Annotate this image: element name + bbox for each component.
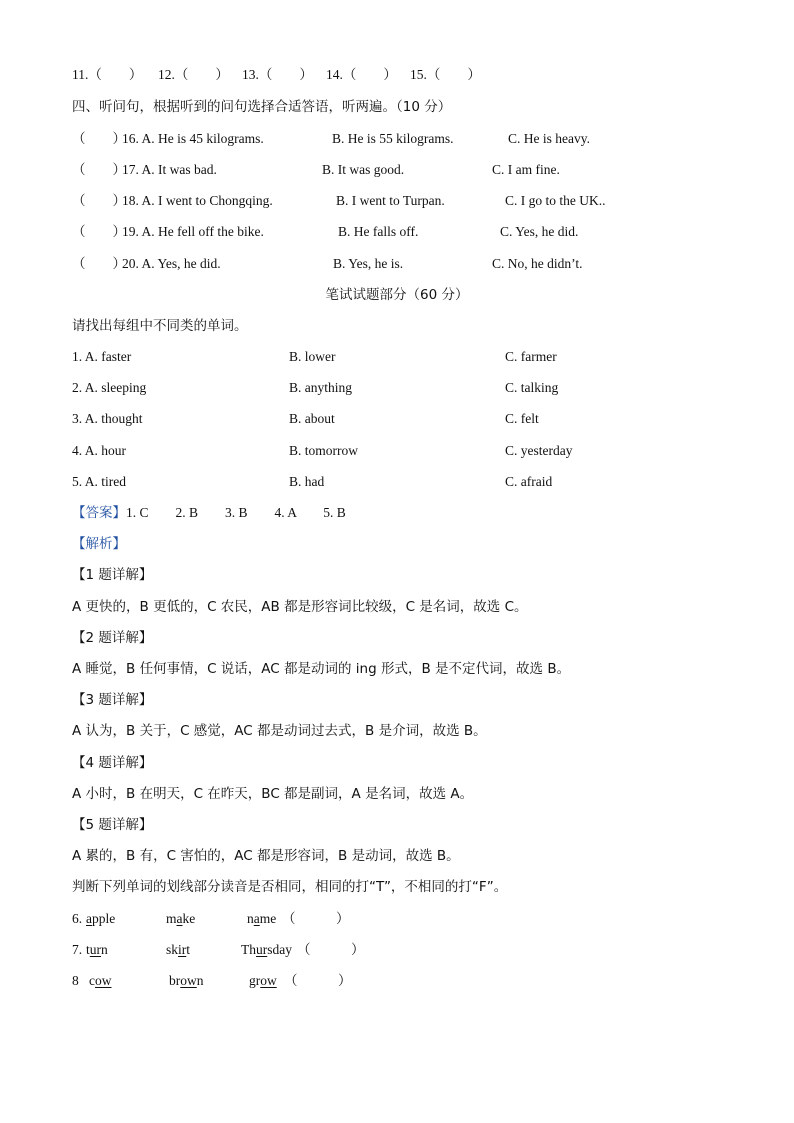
option-c: C. I am fine. [492,162,560,177]
answer-line [72,504,346,522]
answer-blank[interactable]: （ ） [72,193,126,209]
underlined-part: ur [89,942,102,957]
answer-slot [158,66,229,84]
option-c: C. He is heavy. [508,131,590,146]
detail-title: 【3 题详解】 [72,692,153,708]
question-number: 13. [242,67,259,82]
answer-slot [326,66,397,84]
option-a: 1. A. faster [72,349,132,364]
word-part: m [166,911,177,926]
detail-text: A 睡觉，B 任何事情，C 说话，AC 都是动词的 ing 形式，B 是不定代词，故选 B。 [72,661,571,677]
answer-blank[interactable]: （ ） [72,224,126,240]
word-part: br [169,973,181,988]
answer-blank[interactable]: （ ） [174,67,229,83]
question-number: 8 [72,973,79,988]
option-c: C. Yes, he did. [500,224,579,239]
word-1 [86,910,115,928]
word-1 [89,972,112,990]
option-c: C. No, he didn’t. [492,256,583,271]
detail-title: 【4 题详解】 [72,755,153,771]
section-title: 笔试试题部分（60 分） [325,287,469,303]
option-b: B. had [289,474,325,489]
underlined-part: ir [178,942,187,957]
option-a: 3. A. thought [72,411,143,426]
word-3 [241,941,292,959]
option-b: B. He falls off. [338,224,419,239]
option-a: 19. A. He fell off the bike. [122,224,264,239]
question-number: 6. [72,911,83,926]
answer-blank[interactable]: （ ） [72,162,126,178]
option-b: B. about [289,411,335,426]
analysis-label: 【解析】 [72,536,126,552]
option-b: B. Yes, he is. [333,256,404,271]
detail-title: 【5 题详解】 [72,817,153,833]
word-part: n [196,973,204,988]
word-part: pple [92,911,116,926]
answer-slot [72,66,142,84]
word-part: sday [267,942,292,957]
option-a: 20. A. Yes, he did. [122,256,221,271]
word-3 [247,910,276,928]
word-2 [169,972,204,990]
option-c: C. farmer [505,349,557,364]
option-b: B. tomorrow [289,443,358,458]
underlined-part: ow [95,973,112,988]
answer-text: 1. C 2. B 3. B 4. A 5. B [126,505,346,520]
word-part: n [247,911,254,926]
answer-slot [410,66,481,84]
question-number: 14. [326,67,343,82]
detail-text: A 认为，B 关于，C 感觉，AC 都是动词过去式，B 是介词，故选 B。 [72,723,487,739]
word-part: t [186,942,191,957]
underlined-part: a [176,911,183,926]
option-c: C. I go to the UK.. [505,193,606,208]
option-c: C. felt [505,411,539,426]
option-a: 4. A. hour [72,443,126,458]
option-c: C. yesterday [505,443,573,458]
answer-blank[interactable]: （ ） [72,131,126,147]
option-c: C. talking [505,380,559,395]
underlined-part: ur [256,942,268,957]
word-part: gr [249,973,261,988]
word-part: t [86,942,90,957]
option-b: B. It was good. [322,162,405,177]
underlined-part: ow [260,973,277,988]
answer-label: 【答案】 [72,505,126,521]
instruction: 判断下列单词的划线部分读音是否相同，相同的打“T”，不相同的打“F”。 [72,879,508,895]
question-number: 15. [410,67,427,82]
detail-text: A 小时，B 在明天，C 在昨天，BC 都是副词，A 是名词，故选 A。 [72,786,474,802]
word-2 [166,941,190,959]
section-heading: 四、听问句，根据听到的问句选择合适答语，听两遍。（10 分） [72,99,452,115]
option-b: B. lower [289,349,336,364]
answer-blank[interactable]: （ ） [88,67,143,83]
answer-blank[interactable]: （ ） [72,256,126,272]
answer-blank[interactable]: （ ） [258,67,313,83]
word-part: c [89,973,95,988]
option-b: B. He is 55 kilograms. [332,131,454,146]
word-1 [86,941,108,959]
instruction: 请找出每组中不同类的单词。 [72,318,248,334]
detail-text: A 累的，B 有，C 害怕的，AC 都是形容词，B 是动词，故选 B。 [72,848,460,864]
word-2 [166,910,195,928]
word-part: Th [241,942,256,957]
word-part: ke [182,911,196,926]
underlined-part: ow [180,973,197,988]
word-part: n [101,942,108,957]
answer-blank[interactable]: （ ） [297,942,365,958]
detail-title: 【1 题详解】 [72,567,153,583]
detail-text: A 更快的，B 更低的，C 农民，AB 都是形容词比较级，C 是名词，故选 C。 [72,599,528,615]
word-part: sk [166,942,179,957]
question-number: 11. [72,67,89,82]
answer-blank[interactable]: （ ） [342,67,397,83]
option-a: 16. A. He is 45 kilograms. [122,131,264,146]
word-part: me [259,911,277,926]
answer-blank[interactable]: （ ） [282,911,350,927]
question-number: 7. [72,942,83,957]
underlined-part: a [253,911,260,926]
answer-blank[interactable]: （ ） [426,67,481,83]
option-b: B. anything [289,380,352,395]
question-number: 12. [158,67,175,82]
option-c: C. afraid [505,474,553,489]
option-a: 18. A. I went to Chongqing. [122,193,273,208]
option-a: 17. A. It was bad. [122,162,217,177]
answer-slot [242,66,313,84]
word-3 [249,972,277,990]
answer-blank[interactable]: （ ） [284,973,352,989]
option-b: B. I went to Turpan. [336,193,445,208]
option-a: 5. A. tired [72,474,126,489]
option-a: 2. A. sleeping [72,380,147,395]
detail-title: 【2 题详解】 [72,630,153,646]
underlined-part: a [86,911,92,926]
